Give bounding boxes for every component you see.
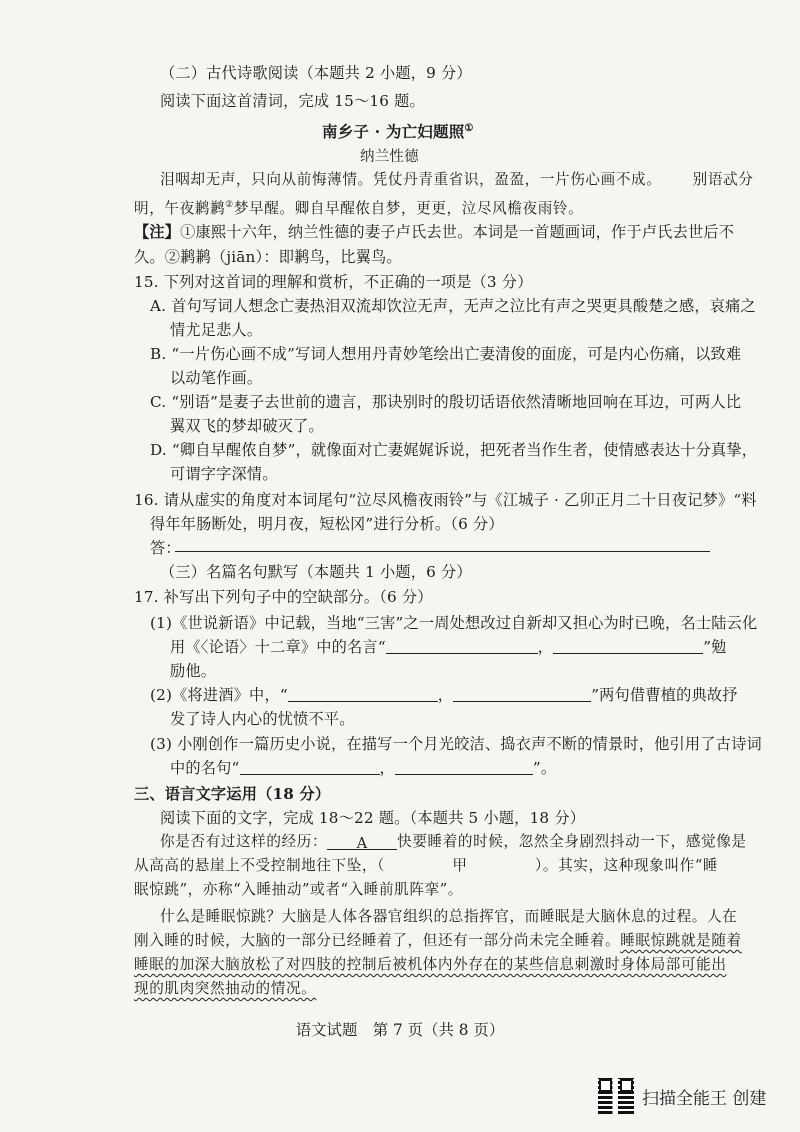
poem-line-1 bbox=[160, 169, 753, 191]
reading-p2-line2 bbox=[134, 930, 742, 952]
q17-p1-line3: 励他。 bbox=[170, 662, 217, 680]
q17-p1-text-a: 用《〈论语〉十二章》中的名言“ bbox=[170, 638, 386, 656]
reading-p1-text-a: 你是否有过这样的经历： bbox=[160, 833, 328, 850]
q15-option-c-line1: C. “别语”是妻子去世前的遗言，那诀别时的殷切话语依然清晰地回响在耳边，可两人比 bbox=[150, 393, 742, 411]
q17-p3-sep: ， bbox=[379, 759, 395, 777]
watermark-text: 扫描全能王 创建 bbox=[642, 1088, 767, 1109]
page-footer: 语文试题 第 7 页（共 8 页） bbox=[295, 1021, 505, 1039]
poem-line-2-mark: ② bbox=[225, 200, 234, 210]
reading-p1-line2 bbox=[134, 855, 718, 877]
q17-p2-line2: 发了诗人内心的忧愤不平。 bbox=[170, 710, 355, 728]
q17-stem: 17. 补写出下列句子中的空缺部分。（6 分） bbox=[134, 588, 433, 606]
q17-p2-text-b: ”两句借曹植的典故抒 bbox=[591, 686, 738, 704]
q17-p2-blank-1[interactable] bbox=[288, 685, 438, 702]
section2-header: （二）古代诗歌阅读（本题共 2 小题，9 分） bbox=[160, 64, 472, 82]
q15-option-c-line2: 翼双飞的梦却破灭了。 bbox=[170, 417, 324, 435]
reading-p2-underlined-a: 睡眠惊跳就是随着 bbox=[620, 932, 742, 949]
q17-p2-sep: ， bbox=[437, 686, 454, 704]
poem-line-1-b: 别语忒分 bbox=[692, 171, 754, 188]
poem-line-2 bbox=[134, 194, 583, 220]
reading-p1-text-c: 从高高的悬崖上不受控制地往下坠，（ bbox=[134, 857, 385, 874]
q17-p1-sep: ， bbox=[537, 638, 554, 656]
poem-author: 纳兰性德 bbox=[360, 149, 419, 165]
q15-option-b-line2: 以动笔作画。 bbox=[170, 369, 263, 387]
poem-title-text: 南乡子 · 为亡妇题照 bbox=[322, 122, 465, 142]
q17-p3-line2 bbox=[170, 757, 556, 779]
reading-blank-a[interactable]: A bbox=[327, 833, 397, 850]
q17-p1-line2 bbox=[170, 636, 727, 658]
poem-line-2-a: 明，午夜鹣鹣 bbox=[134, 199, 226, 217]
q16-answer-line[interactable] bbox=[175, 551, 710, 552]
q17-p1-text-b: ”勉 bbox=[703, 638, 727, 656]
note-line-1-text: ①康熙十六年，纳兰性德的妻子卢氏去世。本词是一首题画词，作于卢氏去世后不 bbox=[180, 223, 735, 241]
q15-stem: 15. 下列对这首词的理解和赏析，不正确的一项是（3 分） bbox=[134, 273, 533, 291]
q16-answer-label: 答： bbox=[150, 539, 181, 557]
reading-p2-underlined-b: 睡眠的加深大脑放松了对四肢的控制后被机体内外存在的某些信息刺激时身体局部可能出 bbox=[134, 956, 727, 973]
reading-p2-line3 bbox=[134, 954, 727, 976]
reading-p2-line4 bbox=[134, 978, 316, 1000]
note-label: 【注】 bbox=[134, 223, 181, 241]
q17-p2-line1 bbox=[150, 684, 738, 706]
q15-option-d-line1: D. “卿自早醒侬自梦”，就像面对亡妻娓娓诉说，把死者当作生者，使情感表达十分真挚， bbox=[150, 441, 758, 459]
q15-option-a-line1: A. 首句写词人想念亡妻热泪双流却饮泣无声，无声之泣比有声之哭更具酸楚之感，哀痛之 bbox=[150, 297, 756, 315]
q17-p1-blank-1[interactable] bbox=[386, 637, 538, 654]
q15-option-a-line2: 情尤足悲人。 bbox=[170, 321, 263, 339]
q17-p3-line1: (3) 小刚创作一篇历史小说，在描写一个月光皎洁、捣衣声不断的情景时，他引用了古诗词 bbox=[150, 735, 762, 753]
reading-p1-line1 bbox=[160, 831, 747, 853]
poem-title bbox=[322, 118, 474, 143]
note-line-1 bbox=[134, 221, 734, 243]
reading-p2-line1: 什么是睡眠惊跳？大脑是人体各器官组织的总指挥官，而睡眠是大脑休息的过程。人在 bbox=[160, 908, 738, 925]
reading-p1-text-d: ）。其实，这种现象叫作“睡 bbox=[535, 857, 719, 874]
q16-line-2: 得年年肠断处，明月夜，短松冈”进行分析。（6 分） bbox=[150, 515, 504, 533]
q17-p1-blank-2[interactable] bbox=[553, 637, 703, 654]
reading-p2-text-a: 刚入睡的时候，大脑的一部分已经睡着了，但还有一部分尚未完全睡着。 bbox=[134, 932, 621, 949]
q17-p1-line1: (1)《世说新语》中记载，当地“三害”之一周处想改过自新却又担心为时已晚，名士陆云化 bbox=[150, 614, 758, 632]
reading-instruction: 阅读下面的文字，完成 18～22 题。（本题共 5 小题，18 分） bbox=[160, 809, 586, 827]
q15-option-b-line1: B. “一片伤心画不成”写词人想用丹青妙笔绘出亡妻清俊的面庞，可是内心伤痛，以致难 bbox=[150, 345, 742, 363]
q17-p2-text-a: (2)《将进酒》中，“ bbox=[150, 686, 288, 704]
reading-p1-text-b: 快要睡着的时候，忽然全身剧烈抖动一下，感觉像是 bbox=[397, 833, 747, 850]
section3-header: （三）名篇名句默写（本题共 1 小题，6 分） bbox=[160, 563, 472, 581]
q15-option-d-line2: 可谓字字深情。 bbox=[170, 465, 278, 483]
section2-instruction: 阅读下面这首清词，完成 15～16 题。 bbox=[160, 92, 425, 110]
reading-p1-line3: 眠惊跳”，亦称“入睡抽动”或者“入睡前肌阵挛”。 bbox=[134, 881, 463, 898]
reading-blank-jia[interactable]: 甲 bbox=[452, 857, 468, 874]
q17-p3-text-a: 中的名句“ bbox=[170, 759, 240, 777]
q17-p2-blank-2[interactable] bbox=[453, 685, 591, 702]
poem-line-2-b: 梦早醒。卿自早醒侬自梦，更更，泣尽风檐夜雨铃。 bbox=[233, 199, 584, 217]
reading-p2-underlined-c: 现的肌肉突然抽动的情况。 bbox=[134, 980, 317, 997]
part3-header: 三、语言文字运用（18 分） bbox=[134, 785, 331, 803]
scanner-watermark bbox=[598, 1078, 766, 1114]
q17-p3-text-b: ”。 bbox=[532, 759, 557, 777]
qr-code-icon bbox=[598, 1078, 634, 1114]
poem-line-1-a: 泪咽却无声，只向从前悔薄情。凭仗丹青重省识，盈盈，一片伤心画不成。 bbox=[160, 171, 662, 188]
note-line-2: 久。②鹣鹣（jiān）：即鹣鸟，比翼鸟。 bbox=[134, 248, 402, 266]
q16-line-1: 16. 请从虚实的角度对本词尾句“泣尽风檐夜雨铃”与《江城子 · 乙卯正月二十日夜记梦》“料 bbox=[134, 491, 757, 509]
poem-title-note-mark: ① bbox=[464, 123, 474, 134]
q17-p3-blank-1[interactable] bbox=[240, 758, 380, 775]
q17-p3-blank-2[interactable] bbox=[395, 758, 533, 775]
